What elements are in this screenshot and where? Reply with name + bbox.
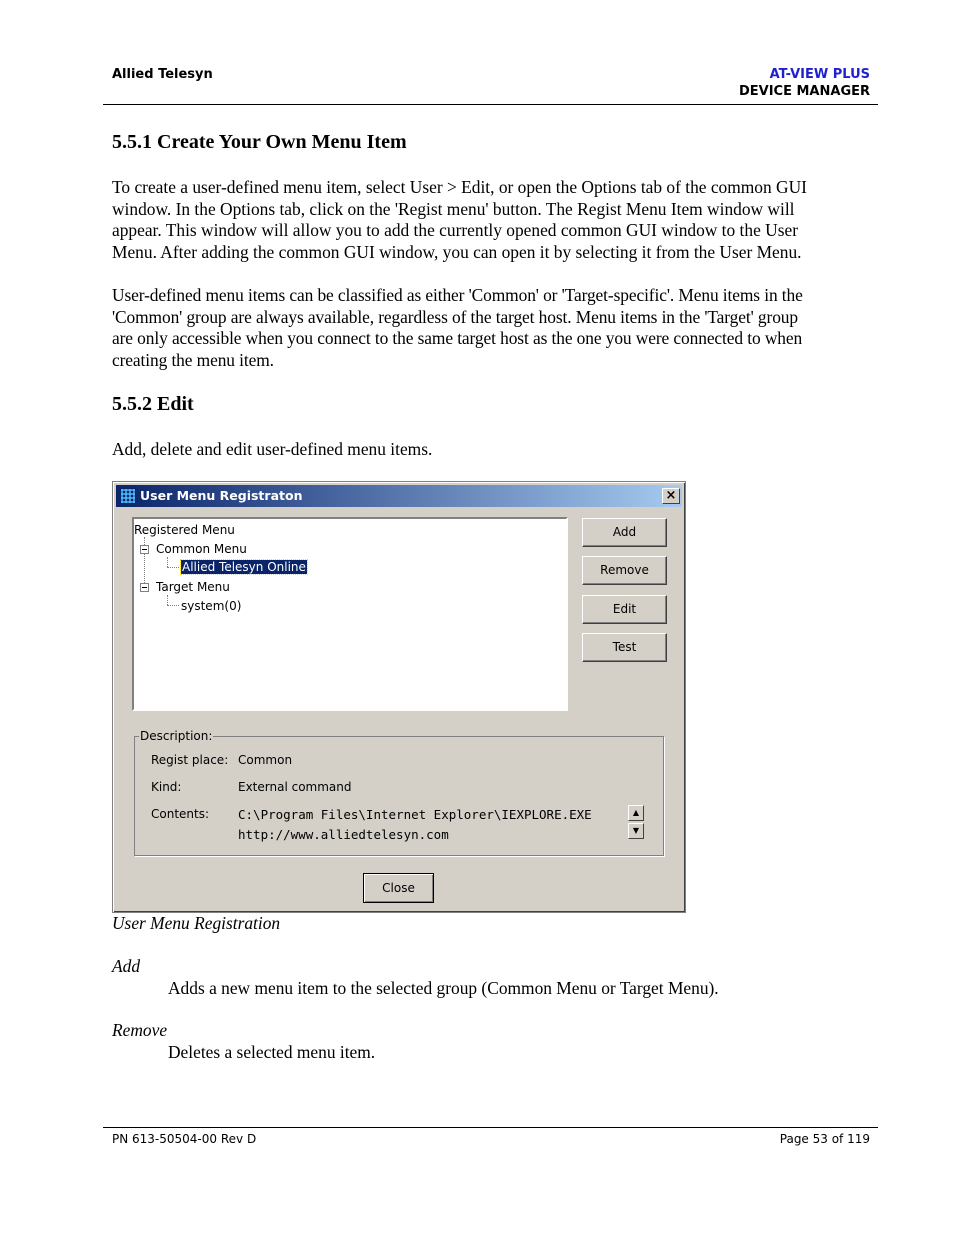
definition-desc-remove: Deletes a selected menu item. — [168, 1042, 376, 1062]
section-551-paragraph-2 — [112, 285, 872, 371]
regist-place-label: Regist place: — [151, 753, 229, 767]
contents-line-2: http://www.alliedtelesyn.com — [238, 827, 449, 842]
text-line: 'Common' group are always available, regardless of the target host. Menu items in the 'Target' group — [112, 306, 798, 327]
add-button[interactable]: Add — [582, 518, 667, 547]
dialog-title: User Menu Registraton — [140, 488, 303, 503]
text-line: To create a user-defined menu item, select User > Edit, or open the Options tab of the common GUI — [112, 177, 807, 197]
test-button[interactable]: Test — [582, 633, 667, 662]
scroll-down-icon[interactable]: ▼ — [628, 823, 644, 839]
tree-node-target-menu[interactable]: Target Menu — [156, 580, 230, 594]
app-grid-icon — [120, 488, 136, 504]
figure-caption: User Menu Registration — [112, 913, 281, 933]
text-line: appear. This window will allow you to add the currently opened common GUI window to the User — [112, 220, 798, 241]
tree-node-allied-telesyn-online[interactable]: Allied Telesyn Online — [182, 560, 306, 574]
kind-value: External command — [238, 780, 352, 794]
definition-desc-add: Adds a new menu item to the selected group (Common Menu or Target Menu). — [168, 978, 719, 998]
header-company: Allied Telesyn — [112, 67, 213, 82]
registered-menu-tree[interactable] — [132, 517, 568, 711]
kind-label: Kind: — [151, 780, 182, 794]
text-line: User-defined menu items can be classified as either 'Common' or 'Target-specific'. Menu items in the — [112, 285, 803, 305]
footer-page-number: Page 53 of 119 — [779, 1132, 870, 1146]
remove-button[interactable]: Remove — [582, 556, 667, 585]
definition-term-remove: Remove — [112, 1020, 168, 1040]
section-551-paragraph-1 — [112, 177, 872, 263]
footer-part-number: PN 613-50504-00 Rev D — [112, 1132, 257, 1146]
tree-root[interactable]: Registered Menu — [134, 523, 235, 537]
text-line: creating the menu item. — [112, 349, 274, 370]
definition-term-add: Add — [112, 956, 141, 976]
text-line: are only accessible when you connect to the same target host as the one you were connected to when — [112, 328, 803, 349]
edit-button[interactable]: Edit — [582, 595, 667, 624]
header-rule — [103, 104, 878, 105]
section-heading-551: 5.5.1 Create Your Own Menu Item — [112, 131, 407, 153]
description-legend: Description: — [140, 729, 213, 743]
text-line: window. In the Options tab, click on the 'Regist menu' button. The Regist Menu Item window will — [112, 198, 795, 219]
section-552-intro: Add, delete and edit user-defined menu items. — [112, 439, 433, 459]
dialog-titlebar[interactable] — [116, 485, 682, 507]
close-icon[interactable]: × — [662, 488, 680, 504]
user-menu-registration-dialog — [112, 481, 686, 913]
contents-line-1: C:\Program Files\Internet Explorer\IEXPLORE.EXE — [238, 807, 592, 822]
regist-place-value: Common — [238, 753, 293, 767]
tree-node-common-menu[interactable]: Common Menu — [156, 542, 247, 556]
header-section: DEVICE MANAGER — [738, 84, 870, 99]
collapse-icon[interactable] — [140, 545, 149, 554]
header-product: AT-VIEW PLUS — [769, 67, 870, 82]
text-line: Menu. After adding the common GUI window, you can open it by selecting it from the User Menu. — [112, 241, 802, 262]
tree-node-system[interactable]: system(0) — [181, 599, 242, 613]
scroll-up-icon[interactable]: ▲ — [628, 805, 644, 821]
footer-rule — [103, 1127, 878, 1128]
section-heading-552: 5.5.2 Edit — [112, 393, 194, 415]
collapse-icon[interactable] — [140, 583, 149, 592]
contents-label: Contents: — [151, 807, 210, 821]
close-button[interactable]: Close — [363, 873, 434, 903]
